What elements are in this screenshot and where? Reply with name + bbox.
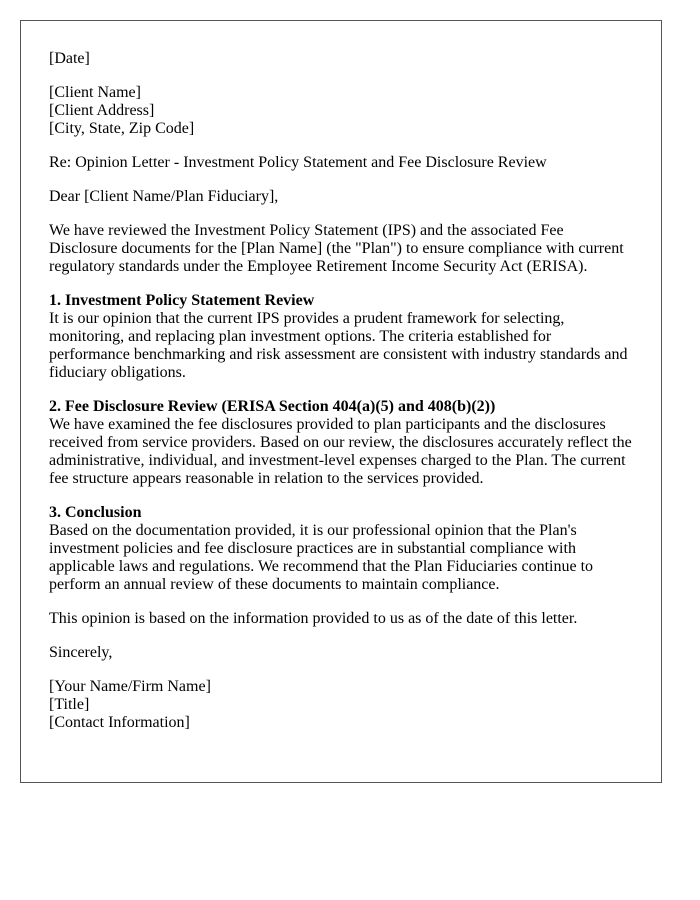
signature-block (49, 678, 634, 732)
section-conclusion (49, 504, 634, 594)
recipient-block (49, 84, 634, 138)
section-body: It is our opinion that the current IPS provides a prudent framework for selecting, monitoring, and replacing plan investment options. The criteria established for performance benchmarking and risk assessment are consistent with industry standards and fiduciary obligations. (49, 310, 628, 381)
recipient-address: [Client Address] (49, 102, 155, 119)
salutation: Dear [Client Name/Plan Fiduciary], (49, 188, 279, 205)
disclaimer: This opinion is based on the information provided to us as of the date of this letter. (49, 610, 578, 627)
section-body: We have examined the fee disclosures provided to plan participants and the disclosures received from service providers. Based on our review, the disclosures accurately reflect the administrative, individual, and investment-level expenses charged to the Plan. The current fee structure appears reasonable in relation to the services provided. (49, 416, 632, 487)
intro-paragraph: We have reviewed the Investment Policy Statement (IPS) and the associated Fee Disclosure documents for the [Plan Name] (the "Plan") to ensure compliance with current regulatory standards under the Employee Retirement Income Security Act (ERISA). (49, 222, 624, 275)
closing: Sincerely, (49, 644, 113, 661)
recipient-name: [Client Name] (49, 84, 141, 101)
section-body: Based on the documentation provided, it is our professional opinion that the Plan's investment policies and fee disclosure practices are in substantial compliance with applicable laws and regulations. We recommend that the Plan Fiduciaries continue to perform an annual review of these documents to maintain compliance. (49, 522, 594, 593)
recipient-city: [City, State, Zip Code] (49, 120, 195, 137)
signature-name: [Your Name/Firm Name] (49, 678, 211, 695)
section-heading: 2. Fee Disclosure Review (ERISA Section 404(a)(5) and 408(b)(2)) (49, 398, 496, 415)
letter-date: [Date] (49, 50, 90, 67)
section-heading: 1. Investment Policy Statement Review (49, 292, 315, 309)
signature-title: [Title] (49, 696, 90, 713)
signature-contact: [Contact Information] (49, 714, 190, 731)
section-ips-review (49, 292, 634, 382)
subject-line: Re: Opinion Letter - Investment Policy Statement and Fee Disclosure Review (49, 154, 547, 171)
section-heading: 3. Conclusion (49, 504, 142, 521)
section-fee-disclosure (49, 398, 634, 488)
opinion-letter (20, 20, 662, 783)
